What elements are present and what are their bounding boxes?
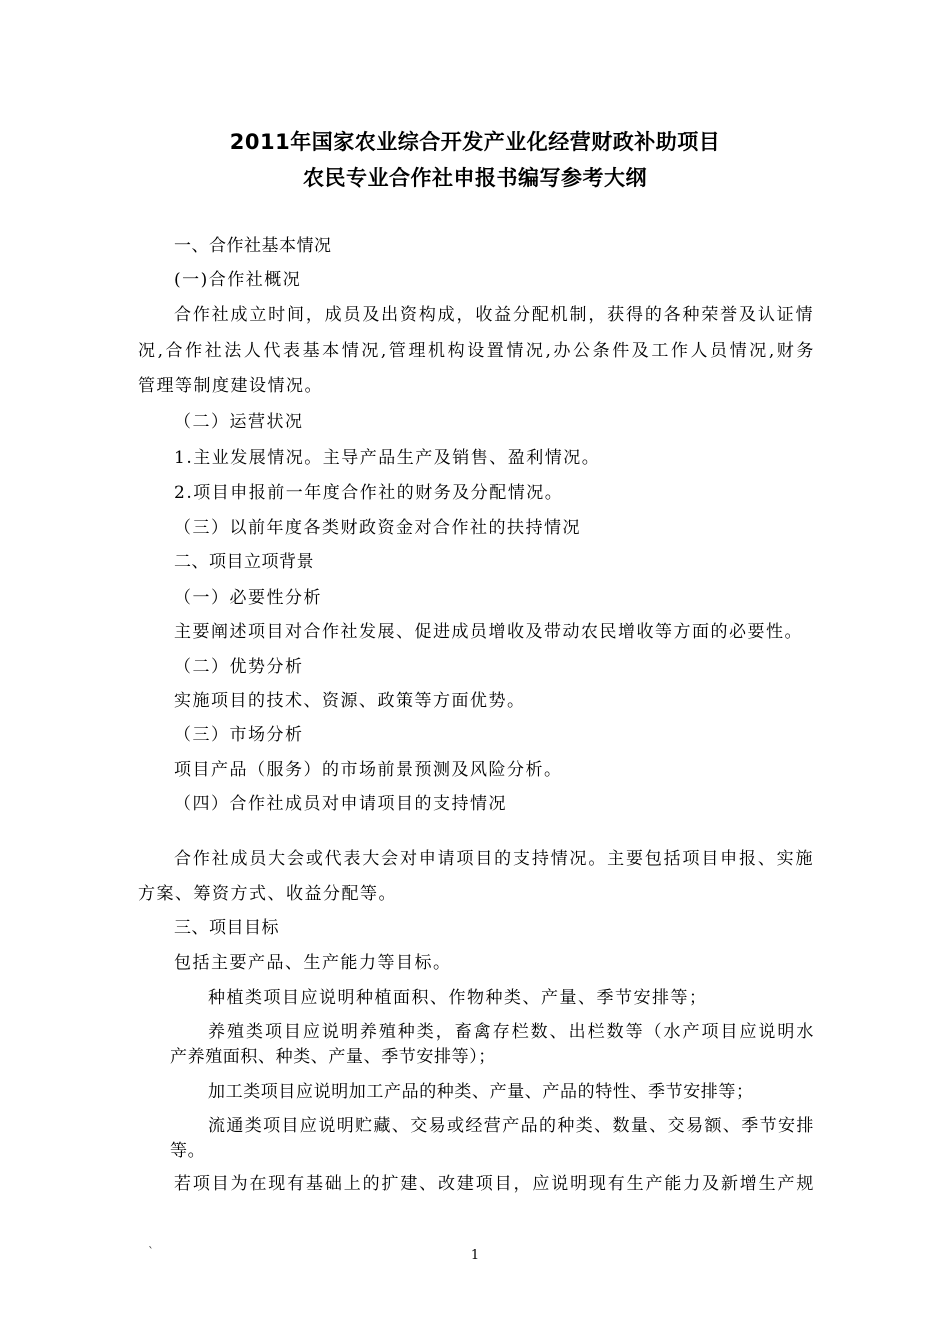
paragraph-line: 项目产品（服务）的市场前景预测及风险分析。 <box>174 760 563 780</box>
paragraph-line: 包括主要产品、生产能力等目标。 <box>174 953 452 973</box>
paragraph-line: 加工类项目应说明加工产品的种类、产量、产品的特性、季节安排等； <box>208 1082 754 1102</box>
paragraph-line: 养殖类项目应说明养殖种类，畜禽存栏数、出栏数等（水产项目应说明水 <box>208 1022 814 1042</box>
document-title-line-1: 2011年国家农业综合开发产业化经营财政补助项目 <box>229 130 721 154</box>
paragraph-line: 合作社成员大会或代表大会对申请项目的支持情况。主要包括项目申报、实施 <box>174 849 814 869</box>
paragraph-line: 流通类项目应说明贮藏、交易或经营产品的种类、数量、交易额、季节安排 <box>208 1116 814 1136</box>
paragraph-line: 况,合作社法人代表基本情况,管理机构设置情况,办公条件及工作人员情况,财务 <box>138 341 814 361</box>
footer-mark: ` <box>148 1245 154 1259</box>
paragraph-line: 合作社成立时间，成员及出资构成，收益分配机制，获得的各种荣誉及认证情 <box>174 305 814 325</box>
subsection-heading: （二）优势分析 <box>174 657 304 677</box>
paragraph-line: 管理等制度建设情况。 <box>138 376 323 396</box>
paragraph-line: 1.主业发展情况。主导产品生产及销售、盈利情况。 <box>174 448 601 468</box>
paragraph-line: 实施项目的技术、资源、政策等方面优势。 <box>174 691 526 711</box>
subsection-heading: （四）合作社成员对申请项目的支持情况 <box>174 794 507 814</box>
document-title-line-2: 农民专业合作社申报书编写参考大纲 <box>303 166 647 190</box>
paragraph-line: 若项目为在现有基础上的扩建、改建项目，应说明现有生产能力及新增生产规 <box>174 1174 814 1194</box>
section-heading-3: 三、项目目标 <box>174 918 279 938</box>
subsection-heading: （二）运营状况 <box>174 412 304 432</box>
paragraph-line: 产养殖面积、种类、产量、季节安排等）； <box>170 1047 496 1067</box>
paragraph-line: 主要阐述项目对合作社发展、促进成员增收及带动农民增收等方面的必要性。 <box>174 622 803 642</box>
paragraph-line: 方案、筹资方式、收益分配等。 <box>138 884 397 904</box>
subsection-heading: （一）必要性分析 <box>174 588 322 608</box>
paragraph-line: 种植类项目应说明种植面积、作物种类、产量、季节安排等； <box>208 988 708 1008</box>
subsection-heading: （三）以前年度各类财政资金对合作社的扶持情况 <box>174 518 581 538</box>
section-heading-1: 一、合作社基本情况 <box>174 236 332 256</box>
paragraph-line: 等。 <box>170 1141 206 1161</box>
paragraph-line: 2.项目申报前一年度合作社的财务及分配情况。 <box>174 483 564 503</box>
subsection-heading: （三）市场分析 <box>174 725 304 745</box>
section-heading-2: 二、项目立项背景 <box>174 552 314 572</box>
page-number: 1 <box>470 1248 480 1263</box>
subsection-heading: (一)合作社概况 <box>174 270 302 290</box>
